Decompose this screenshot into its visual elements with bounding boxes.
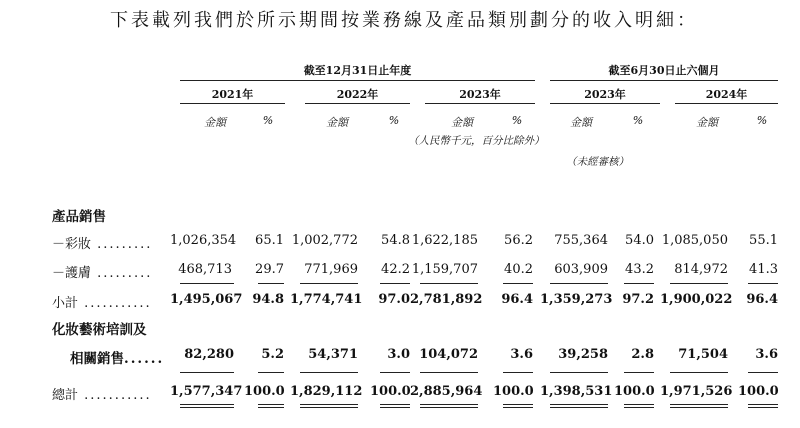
cell-pct: 100.0	[493, 384, 534, 399]
cell-amount: 1,829,112	[290, 384, 363, 399]
year-header-2022: 2022年	[336, 88, 379, 101]
sum-rule	[503, 283, 533, 284]
cell-pct: 56.2	[504, 233, 533, 248]
cell-amount: 1,159,707	[411, 262, 478, 277]
total-rule	[380, 372, 410, 373]
double-rule	[180, 407, 234, 408]
total-rule	[748, 372, 778, 373]
row-label-skincare: －護膚 .........	[52, 266, 153, 281]
row-label-total: 總計 ...........	[52, 388, 152, 403]
sum-rule	[670, 283, 728, 284]
row-label-makeup: －彩妝 .........	[52, 237, 153, 252]
year-rule	[550, 103, 660, 104]
cell-pct: 2.8	[631, 347, 654, 362]
total-rule	[503, 372, 533, 373]
sum-rule	[300, 283, 358, 284]
year-header-2023-half: 2023年	[584, 88, 626, 101]
total-rule	[420, 372, 478, 373]
sum-rule	[380, 283, 410, 284]
double-rule	[420, 407, 478, 408]
cell-pct: 29.7	[255, 262, 284, 277]
col-pct: %	[511, 114, 523, 127]
group-header-year: 截至12月31日止年度	[303, 64, 412, 77]
double-rule	[748, 404, 778, 405]
cell-amount: 1,398,531	[540, 384, 613, 399]
sum-rule	[420, 283, 478, 284]
cell-pct: 97.0	[378, 292, 410, 307]
double-rule	[503, 404, 533, 405]
total-rule	[180, 372, 234, 373]
double-rule	[300, 404, 358, 405]
col-amount: 金額	[451, 116, 473, 129]
row-label-related-sales: 相關銷售......	[70, 351, 165, 367]
double-rule	[670, 404, 728, 405]
cell-amount: 1,359,273	[540, 292, 613, 307]
cell-pct: 42.2	[381, 262, 410, 277]
cell-pct: 97.2	[622, 292, 654, 307]
cell-pct: 65.1	[255, 233, 284, 248]
double-rule	[180, 404, 234, 405]
unaudited-note: （未經審核）	[566, 156, 629, 168]
cell-amount: 1,900,022	[660, 292, 733, 307]
intro-sentence: 下表載列我們於所示期間按業務線及產品類別劃分的收入明細：	[110, 10, 698, 31]
cell-amount: 814,972	[674, 262, 728, 277]
cell-pct: 96.4	[501, 292, 533, 307]
year-rule	[425, 103, 535, 104]
row-label-product-sales: 產品銷售	[52, 209, 106, 225]
cell-amount: 1,577,347	[170, 384, 243, 399]
cell-amount: 468,713	[178, 262, 232, 277]
total-rule	[670, 372, 728, 373]
cell-pct: 100.0	[614, 384, 655, 399]
cell-pct: 3.6	[510, 347, 533, 362]
cell-amount: 1,026,354	[170, 233, 237, 248]
col-pct: %	[388, 114, 400, 127]
col-pct: %	[262, 114, 274, 127]
total-rule	[550, 372, 608, 373]
cell-amount: 71,504	[678, 347, 728, 362]
year-header-2021: 2021年	[211, 88, 254, 101]
double-rule	[420, 404, 478, 405]
cell-amount: 1,495,067	[170, 292, 243, 307]
cell-amount: 104,072	[419, 347, 478, 362]
double-rule	[380, 407, 410, 408]
sum-rule	[180, 283, 234, 284]
total-rule	[258, 372, 284, 373]
double-rule	[624, 407, 654, 408]
cell-amount: 1,002,772	[291, 233, 358, 248]
col-amount: 金額	[204, 116, 226, 129]
year-header-2024-half: 2024年	[705, 88, 748, 101]
total-rule	[300, 372, 358, 373]
cell-pct: 43.2	[625, 262, 654, 277]
cell-pct: 5.2	[261, 347, 284, 362]
cell-amount: 2,885,964	[410, 384, 483, 399]
double-rule	[748, 407, 778, 408]
cell-amount: 771,969	[304, 262, 358, 277]
cell-pct: 100.0	[738, 384, 779, 399]
double-rule	[258, 404, 284, 405]
total-rule	[624, 372, 654, 373]
col-amount: 金額	[326, 116, 348, 129]
cell-pct: 41.3	[749, 262, 778, 277]
row-label-subtotal: 小計 ...........	[52, 296, 152, 311]
cell-amount: 1,085,050	[661, 233, 728, 248]
col-pct: %	[756, 114, 768, 127]
cell-amount: 54,371	[308, 347, 358, 362]
cell-pct: 100.0	[370, 384, 411, 399]
double-rule	[503, 407, 533, 408]
cell-amount: 82,280	[184, 347, 234, 362]
double-rule	[380, 404, 410, 405]
double-rule	[550, 404, 608, 405]
col-amount: 金額	[570, 116, 592, 129]
double-rule	[624, 404, 654, 405]
double-rule	[300, 407, 358, 408]
cell-amount: 603,909	[554, 262, 608, 277]
cell-amount: 1,774,741	[290, 292, 363, 307]
col-amount: 金額	[696, 116, 718, 129]
cell-pct: 94.8	[252, 292, 284, 307]
col-pct: %	[632, 114, 644, 127]
cell-pct: 3.6	[755, 347, 778, 362]
cell-pct: 54.8	[381, 233, 410, 248]
sum-rule	[258, 283, 284, 284]
cell-amount: 39,258	[558, 347, 608, 362]
cell-pct: 40.2	[504, 262, 533, 277]
cell-amount: 755,364	[554, 233, 608, 248]
sum-rule	[748, 283, 778, 284]
double-rule	[258, 407, 284, 408]
sum-rule	[624, 283, 654, 284]
cell-pct: 3.0	[387, 347, 410, 362]
cell-pct: 54.0	[625, 233, 654, 248]
group-rule-year	[180, 80, 535, 81]
cell-pct: 100.0	[244, 384, 285, 399]
cell-pct: 96.4	[746, 292, 778, 307]
double-rule	[550, 407, 608, 408]
cell-amount: 1,622,185	[411, 233, 478, 248]
row-label-training: 化妝藝術培訓及	[52, 322, 147, 338]
year-header-2023: 2023年	[459, 88, 501, 101]
cell-amount: 1,971,526	[660, 384, 733, 399]
cell-pct: 55.1	[749, 233, 778, 248]
sum-rule	[550, 283, 608, 284]
group-header-half: 截至6月30日止六個月	[608, 64, 720, 77]
group-rule-half	[550, 80, 778, 81]
unit-note: （人民幣千元，百分比除外）	[408, 135, 545, 147]
year-rule	[305, 103, 410, 104]
year-rule	[675, 103, 778, 104]
double-rule	[670, 407, 728, 408]
year-rule	[180, 103, 285, 104]
cell-amount: 2,781,892	[410, 292, 483, 307]
